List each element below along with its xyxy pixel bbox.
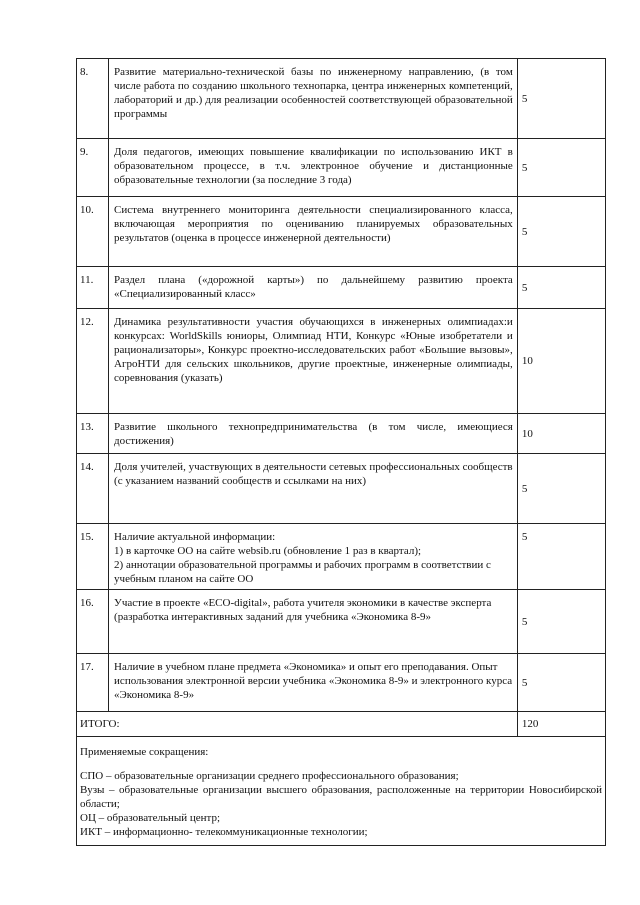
row-number: 16. xyxy=(77,590,109,654)
row-number: 8. xyxy=(77,59,109,139)
row-number: 17. xyxy=(77,654,109,712)
row-number: 15. xyxy=(77,524,109,590)
total-label: ИТОГО: xyxy=(77,712,518,737)
criterion-text-line: 2) аннотации образовательной программы и рабочих программ в соответствии с учебным планом на сайте ОО xyxy=(114,559,491,585)
table-row xyxy=(77,414,606,454)
criterion-text: Система внутреннего мониторинга деятельности специализированного класса, включающая мероприятия по оцениванию планируемых образовательных результатов (оценка в процессе инженерной деятельности) xyxy=(109,197,518,267)
criterion-text: Доля учителей, участвующих в деятельности сетевых профессиональных сообществ (с указанием названий сообществ и ссылками на них) xyxy=(109,454,518,524)
criterion-score: 5 xyxy=(517,590,605,654)
row-number: 11. xyxy=(77,267,109,309)
table-row xyxy=(77,197,606,267)
row-number: 10. xyxy=(77,197,109,267)
table-row xyxy=(77,59,606,139)
criterion-text: Динамика результативности участия обучающихся в инженерных олимпиадах:и конкурсах: WorldSkills юниоры, Олимпиад НТИ, Конкурс «Юные изобретатели и рационализаторы», Конкурс проектно-исследовательских работ «Большие вызовы», АгроНТИ для сельских школьников, другие проектные, инженерные олимпиады, соревнования (указать) xyxy=(109,309,518,414)
abbreviation-item: Вузы – образовательные организации высшего образования, расположенные на территории Новосибирской области; xyxy=(80,784,602,810)
criterion-score: 5 xyxy=(517,654,605,712)
abbreviation-item: ИКТ – информационно- телекоммуникационные технологии; xyxy=(80,826,368,838)
criterion-score: 5 xyxy=(517,59,605,139)
criterion-text: Доля педагогов, имеющих повышение квалификации по использованию ИКТ в образовательном процессе, в т.ч. электронное обучение и дистанционные образовательные технологии (за последние 3 года) xyxy=(109,139,518,197)
criterion-text: Развитие школьного технопредпринимательства (в том числе, имеющиеся достижения) xyxy=(109,414,518,454)
abbreviation-item: ОЦ – образовательный центр; xyxy=(80,812,221,824)
abbreviation-item: СПО – образовательные организации среднего профессионального образования; xyxy=(80,770,459,782)
table-row xyxy=(77,309,606,414)
criterion-score: 5 xyxy=(517,197,605,267)
table-row xyxy=(77,139,606,197)
criterion-score: 10 xyxy=(517,309,605,414)
table-row xyxy=(77,590,606,654)
total-row xyxy=(77,712,606,737)
criterion-text: Участие в проекте «ECO-digital», работа учителя экономики в качестве эксперта (разработка интерактивных заданий для учебника «Экономика 8-9» xyxy=(109,590,518,654)
row-number: 13. xyxy=(77,414,109,454)
table-row xyxy=(77,267,606,309)
total-value: 120 xyxy=(517,712,605,737)
table-row xyxy=(77,454,606,524)
table-row xyxy=(77,524,606,590)
criterion-text-line: 1) в карточке ОО на сайте websib.ru (обновление 1 раз в квартал); xyxy=(114,545,422,557)
criterion-text: Наличие в учебном плане предмета «Экономика» и опыт его преподавания. Опыт использования электронной версии учебника «Экономика 8-9» и электронного курса «Экономика 8-9» xyxy=(109,654,518,712)
table-row xyxy=(77,654,606,712)
criterion-score: 5 xyxy=(517,267,605,309)
criteria-table xyxy=(76,58,606,846)
criterion-text: Развитие материально-технической базы по инженерному направлению, (в том числе работа по созданию школьного технопарка, центра инженерных компетенций, лабораторий и др.) для реализации особенностей соответствующей образовательной программы xyxy=(109,59,518,139)
criterion-text-line: Наличие актуальной информации: xyxy=(114,531,276,543)
row-number: 9. xyxy=(77,139,109,197)
abbreviations-row xyxy=(77,737,606,846)
criterion-score: 5 xyxy=(517,524,605,590)
criterion-text: Раздел плана («дорожной карты») по дальнейшему развитию проекта «Специализированный класс» xyxy=(109,267,518,309)
abbreviations-heading: Применяемые сокращения: xyxy=(80,746,209,758)
criterion-score: 10 xyxy=(517,414,605,454)
criterion-score: 5 xyxy=(517,454,605,524)
criterion-score: 5 xyxy=(517,139,605,197)
row-number: 12. xyxy=(77,309,109,414)
abbreviations-block xyxy=(77,737,606,846)
row-number: 14. xyxy=(77,454,109,524)
criterion-text xyxy=(109,524,518,590)
